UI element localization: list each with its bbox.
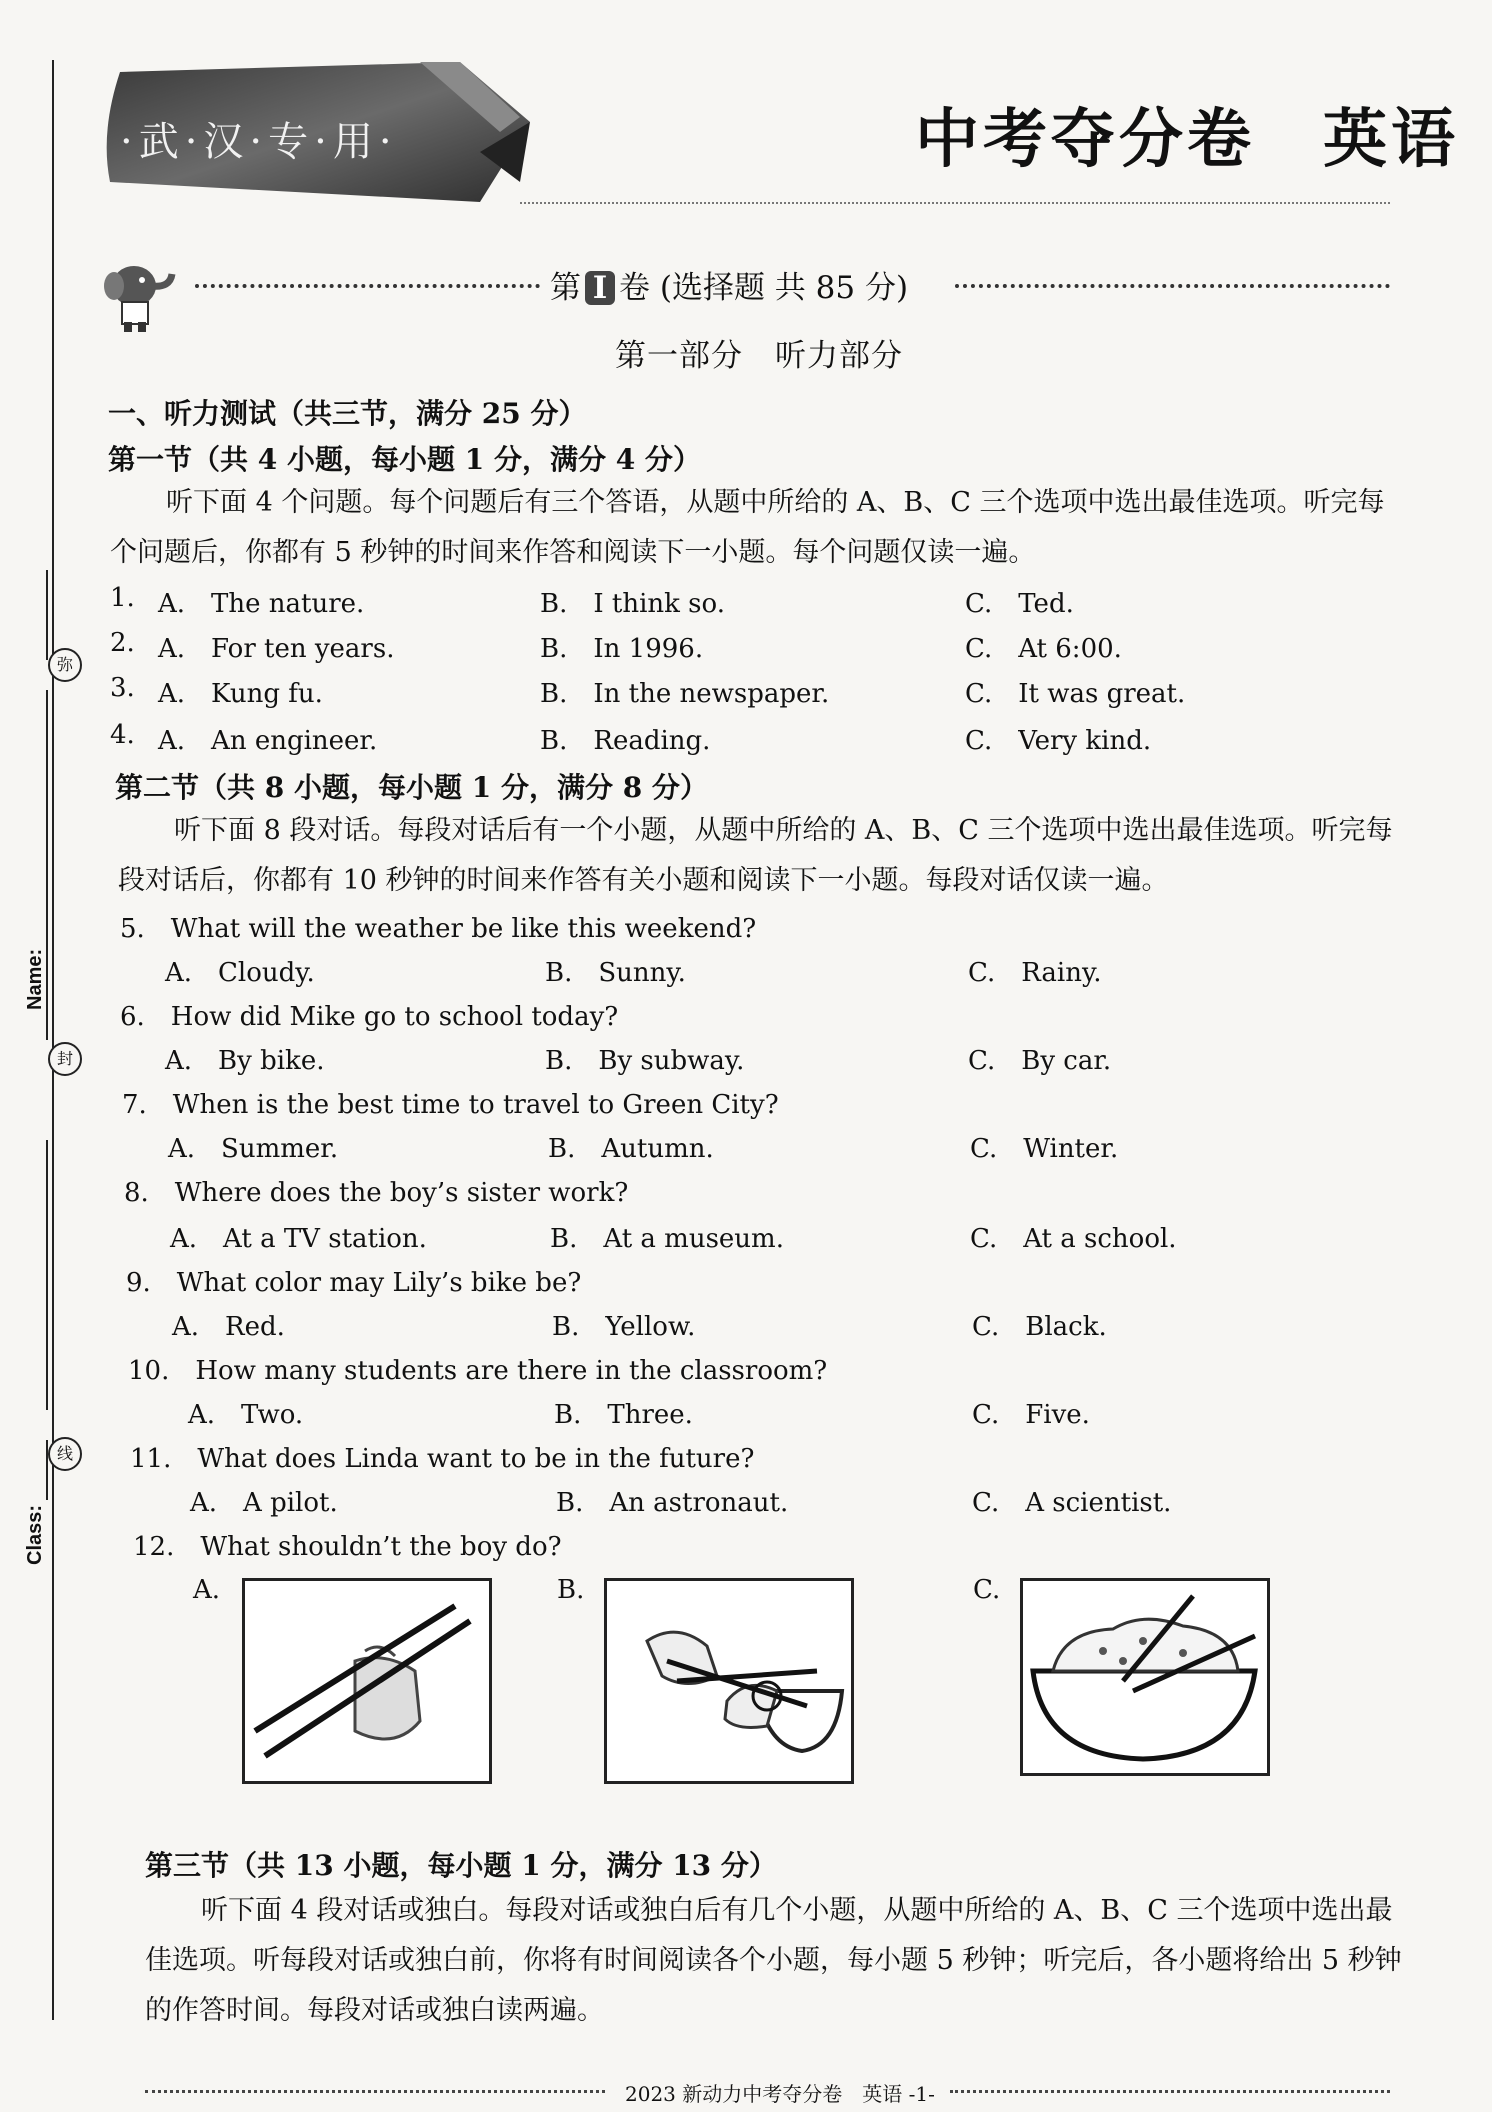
volume-number: I: [585, 271, 615, 305]
question-text: 10. How many students are there in the classroom?: [128, 1356, 828, 1386]
option-c: C. Very kind.: [965, 726, 1152, 756]
option-b: B. In the newspaper.: [540, 679, 830, 709]
option-b: B.: [557, 1575, 585, 1605]
option-b: B. Reading.: [540, 726, 711, 756]
question-text: 5. What will the weather be like this weekend?: [120, 914, 757, 944]
option-b: B. By subway.: [545, 1046, 745, 1076]
margin-rule: [46, 570, 48, 660]
option-b-image: [604, 1578, 854, 1784]
seal-mark: 弥: [48, 648, 82, 682]
option-c: C. Black.: [972, 1312, 1107, 1342]
option-a: A. Summer.: [168, 1134, 339, 1164]
option-b: B. Autumn.: [548, 1134, 714, 1164]
s2-instructions: 听下面 8 段对话。每段对话后有一个小题，从题中所给的 A、B、C 三个选项中选出最佳选项。听完每段对话后，你都有 10 秒钟的时间来作答有关小题和阅读下一小题。每段对话仅读一遍。: [118, 815, 1393, 896]
margin-rule: [46, 1020, 48, 1040]
option-b: B. Three.: [554, 1400, 693, 1430]
option-a-image: [242, 1578, 492, 1784]
s1-instructions: 听下面 4 个问题。每个问题后有三个答语，从题中所给的 A、B、C 三个选项中选出最佳选项。听完每个问题后，你都有 5 秒钟的时间来作答和阅读下一小题。每个问题仅读一遍。: [110, 487, 1385, 568]
page-footer: 2023 新动力中考夺分卷 英语 -1-: [625, 2082, 935, 2106]
question-text: 11. What does Linda want to be in the future?: [130, 1444, 755, 1474]
question-number: 1.: [110, 583, 135, 613]
option-b: B. Yellow.: [552, 1312, 696, 1342]
option-a: A. At a TV station.: [170, 1224, 427, 1254]
s2-title: 第二节（共 8 小题，每小题 1 分，满分 8 分）: [115, 771, 708, 804]
option-a: A.: [193, 1575, 221, 1605]
question-number: 4.: [110, 720, 135, 750]
banner-text: ·武·汉·专·用·: [120, 119, 398, 165]
seal-mark: 封: [48, 1042, 82, 1076]
question-text: 9. What color may Lily’s bike be?: [126, 1268, 582, 1298]
s3-title: 第三节（共 13 小题，每小题 1 分，满分 13 分）: [145, 1849, 777, 1882]
margin-rule: [46, 1440, 48, 1500]
option-b: B. I think so.: [540, 589, 725, 619]
question-number: 3.: [110, 673, 135, 703]
option-b: B. An astronaut.: [556, 1488, 789, 1518]
binding-margin-line: [52, 60, 54, 2020]
volume-suffix: 卷: [619, 270, 650, 306]
option-a: A. For ten years.: [158, 634, 395, 664]
option-b: B. Sunny.: [545, 958, 686, 988]
footer-rule: [145, 2090, 605, 2093]
option-c: C. At a school.: [970, 1224, 1177, 1254]
option-a: A. An engineer.: [158, 726, 378, 756]
option-a: A. A pilot.: [190, 1488, 338, 1518]
option-a: A. Two.: [188, 1400, 304, 1430]
option-a: A. The nature.: [158, 589, 365, 619]
question-text: 6. How did Mike go to school today?: [120, 1002, 619, 1032]
question-text: 7. When is the best time to travel to Green City?: [122, 1090, 779, 1120]
option-a: A. Kung fu.: [158, 679, 323, 709]
footer-rule: [950, 2090, 1390, 2093]
volume-desc: (选择题 共 85 分): [659, 270, 909, 306]
option-c: C. Winter.: [970, 1134, 1119, 1164]
seal-mark: 线: [48, 1437, 82, 1471]
volume-title: [550, 262, 908, 307]
option-c: C. Rainy.: [968, 958, 1102, 988]
option-b: B. At a museum.: [550, 1224, 784, 1254]
option-a: A. Red.: [172, 1312, 285, 1342]
section-title: 一、听力测试（共三节，满分 25 分）: [108, 397, 587, 430]
s1-title: 第一节（共 4 小题，每小题 1 分，满分 4 分）: [108, 443, 701, 476]
option-b: B. In 1996.: [540, 634, 704, 664]
part-title: 第一部分 听力部分: [615, 338, 903, 374]
question-text: 12. What shouldn’t the boy do?: [133, 1532, 562, 1562]
margin-rule: [46, 1140, 48, 1410]
header-rule: [520, 202, 1390, 204]
s3-instructions: 听下面 4 段对话或独白。每段对话或独白后有几个小题，从题中所给的 A、B、C 三个选项中选出最佳选项。听每段对话或独白前，你将有时间阅读各个小题，每小题 5 秒钟；听完后，各小题将给出 5 秒钟的作答时间。每段对话或独白读两遍。: [145, 1895, 1402, 2026]
option-c-image: [1020, 1578, 1270, 1776]
elephant-mascot-icon: [100, 256, 178, 334]
option-c: C. At 6:00.: [965, 634, 1122, 664]
volume-prefix: 第: [550, 270, 581, 306]
option-a: A. By bike.: [165, 1046, 325, 1076]
question-text: 8. Where does the boy’s sister work?: [124, 1178, 629, 1208]
name-label: Name:: [24, 948, 46, 1010]
option-c: C. Five.: [972, 1400, 1090, 1430]
option-c: C. Ted.: [965, 589, 1074, 619]
option-a: A. Cloudy.: [165, 958, 315, 988]
option-c: C.: [973, 1575, 1001, 1605]
question-number: 2.: [110, 628, 135, 658]
dotted-rule: [955, 284, 1390, 288]
option-c: C. It was great.: [965, 679, 1186, 709]
option-c: C. A scientist.: [972, 1488, 1172, 1518]
option-c: C. By car.: [968, 1046, 1112, 1076]
page-title: 中考夺分卷 英语: [915, 102, 1459, 177]
class-label: Class:: [24, 1504, 46, 1565]
dotted-rule: [195, 284, 540, 288]
